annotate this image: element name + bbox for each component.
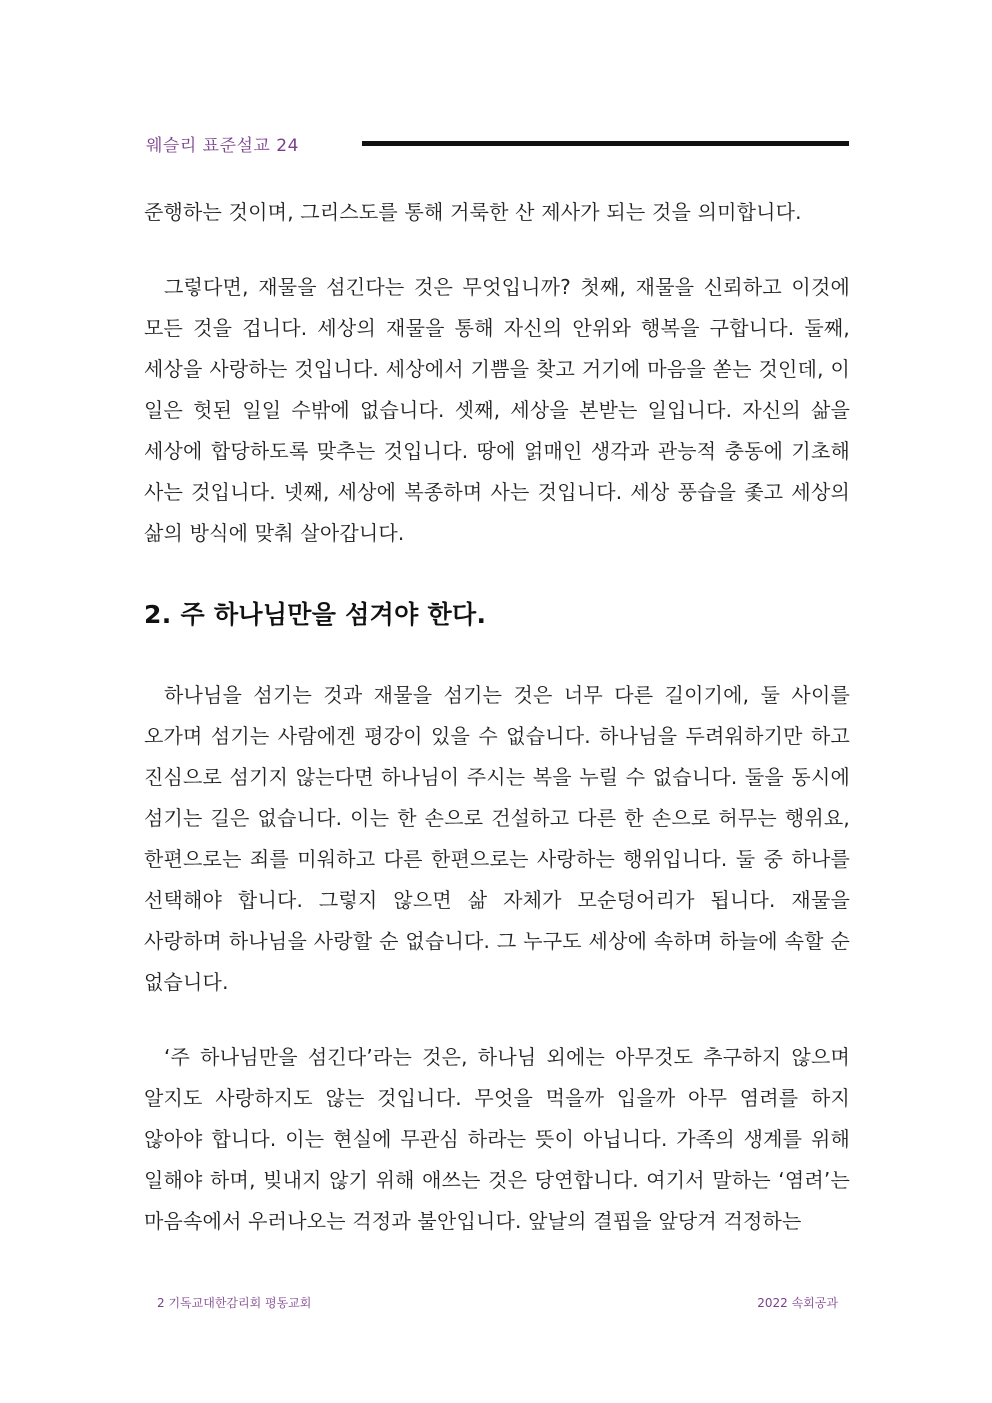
paragraph-gap xyxy=(144,233,850,267)
running-header-title: 웨슬리 표준설교 24 xyxy=(146,136,299,156)
heading-gap-bottom xyxy=(144,635,850,675)
paragraph-two-masters: 하나님을 섬기는 것과 재물을 섬기는 것은 너무 다른 길이기에, 둘 사이를 오가며 섬기는 사람에겐 평강이 있을 수 없습니다. 하나님을 두려워하기만 하고 진심으로 섬기지 않는다면 하나님이 주시는 복을 누릴 수 없습니다. 둘을 동시에 섬기는 길은 없습니다. 이는 한 손으로 건설하고 다른 한 손으로 허무는 행위요, 한편으로는 죄를 미워하고 다른 한편으로는 사랑하는 행위입니다. 둘 중 하나를 선택해야 합니다. 그렇지 않으면 삶 자체가 모순덩어리가 됩니다. 재물을 사랑하며 하나님을 사랑할 순 없습니다. 그 누구도 세상에 속하며 하늘에 속할 순 없습니다. xyxy=(144,683,850,994)
paragraph-gap xyxy=(144,1003,850,1037)
heading-gap-top xyxy=(144,554,850,595)
section-heading: 2. 주 하나님만을 섬겨야 한다. xyxy=(144,600,487,629)
footer-publication: 2022 속회공과 xyxy=(757,1296,838,1310)
paragraph-continuation: 준행하는 것이며, 그리스도를 통해 거룩한 산 제사가 되는 것을 의미합니다. xyxy=(144,200,802,224)
header-rule xyxy=(362,141,849,146)
paragraph-serve-god-only: ‘주 하나님만을 섬긴다’라는 것은, 하나님 외에는 아무것도 추구하지 않으며 알지도 사랑하지도 않는 것입니다. 무엇을 먹을까 입을까 아무 염려를 하지 않아야 합니다. 이는 현실에 무관심 하라는 뜻이 아닙니다. 가족의 생계를 위해 일해야 하며, 빚내지 않기 위해 애쓰는 것은 당연합니다. 여기서 말하는 ‘염려’는 마음속에서 우러나오는 걱정과 불안입니다. 앞날의 결핍을 앞당겨 걱정하는 xyxy=(144,1045,850,1233)
footer-page-church: 2 기독교대한감리회 평동교회 xyxy=(157,1296,312,1310)
page-body xyxy=(144,192,850,1242)
paragraph-serving-wealth: 그렇다면, 재물을 섬긴다는 것은 무엇입니까? 첫째, 재물을 신뢰하고 이것에 모든 것을 겁니다. 세상의 재물을 통해 자신의 안위와 행복을 구합니다. 둘째, 세상을 사랑하는 것입니다. 세상에서 기쁨을 찾고 거기에 마음을 쏟는 것인데, 이 일은 헛된 일일 수밖에 없습니다. 셋째, 세상을 본받는 일입니다. 자신의 삶을 세상에 합당하도록 맞추는 것입니다. 땅에 얽매인 생각과 관능적 충동에 기초해 사는 것입니다. 넷째, 세상에 복종하며 사는 것입니다. 세상 풍습을 좇고 세상의 삶의 방식에 맞춰 살아갑니다. xyxy=(144,275,850,545)
